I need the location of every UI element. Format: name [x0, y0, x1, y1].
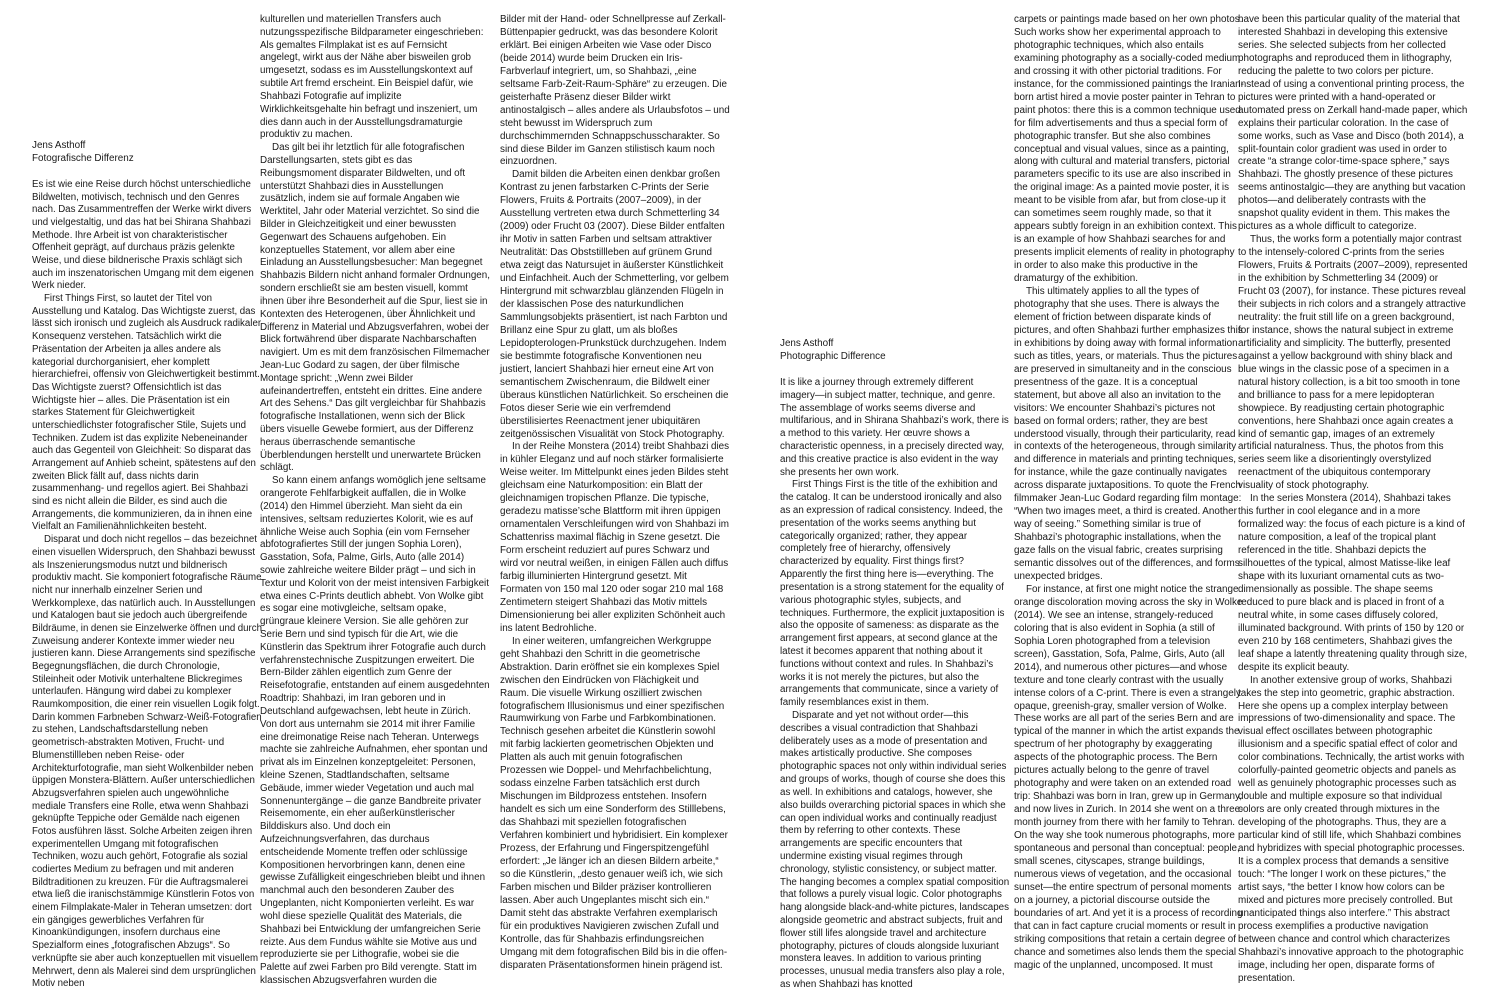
paragraph: Es ist wie eine Reise durch höchst unterschiedliche Bildwelten, motivisch, technisch und den Genres nach. Das Zusammentreffen der Werke wirkt divers und vielgestaltig, und das hat bei Shirana Shahbazi Methode. Ihre Arbeit ist von charakteristischer Offenheit geprägt, auf durchaus präzis gelenkte Weise, und diese bildnerische Praxis schlägt sich auch im inszenatorischen Umgang mit dem eigenen Werk nieder. — [32, 178, 254, 292]
paragraph: Damit bilden die Arbeiten einen denkbar großen Kontrast zu jenen farbstarken C-Prints der Serie Flowers, Fruits & Portraits (2007–2009), in der Ausstellung vertreten etwa durch Schmetterling 34 (2009) oder Frucht 03 (2007). Diese Bilder entfalten ihr Motiv in satten Farben und seltsam attraktiver Neutralität: Das Obststillleben auf grünem Grund etwa zeigt das Natursujet in äußerster Künstlichkeit und Einfachheit. Auch der Schmetterling, vor gelbem Hintergrund mit schwarzblau glänzenden Flügeln in der klassischen Pose des naturkundlichen Sammlungsobjekts präsentiert, ist nach Farbton und Brillanz eine Spur zu glatt, um als bloßes Lepidopterologen-Prunkstück durchzugehen. Indem sie bestimmte fotografische Konventionen neu justiert, lanciert Shahbazi hier erneut eine Art von semantischem Zwischenraum, die Bildwelt einer überaus künstlichen Natürlichkeit. So erscheinen die Fotos dieser Serie wie ein verfremdend überstilisiertes Reenactment jener ubiquitären zeitgenössischen Visualität von Stock Photography. — [500, 169, 729, 440]
paragraph: In another extensive group of works, Shahbazi takes the step into geometric, graphic abstraction. Here she opens up a complex interplay between impressions of two-dimensionality and space. The visual effect oscillates between photographic illusionism and a specific spatial effect of color and color combinations. Technically, the artist works with colorfully-painted geometric objects and panels as well as genuinely photographic processes such as double and multiple exposure so that individual colors are only created through mixtures in the developing of the photographs. Thus, they are a particular kind of still life, which Shahbazi combines and hybridizes with special photographic processes. It is a complex process that demands a sensitive touch: “The longer I work on these pictures,” the artist says, “the better I know how colors can be mixed and pictures more precisely controlled. But unanticipated things also interfere.” This abstract process exemplifies a productive navigation between chance and control which characterizes Shahbazi’s innovative approach to the photographic image, including her open, disparate forms of presentation. — [1238, 674, 1465, 984]
paragraph: In einer weiteren, umfangreichen Werkgruppe geht Shahbazi den Schritt in die geometrische Abstraktion. Darin eröffnet sie ein komplexes Spiel zwischen den Eindrücken von Flächigkeit und Raum. Die visuelle Wirkung oszilliert zwischen fotografischem Illusionismus und einer spezifischen Raumwirkung von Farbe und Farbkombinationen. Technisch gesehen arbeitet die Künstlerin sowohl mit farbig lackierten geometrischen Objekten und Platten als auch mit genuin fotografischen Prozessen wie Doppel- und Mehrfachbelichtung, sodass einzelne Farben tatsächlich erst durch Mischungen im Bildprozess entstehen. Insofern handelt es sich um eine Sonderform des Stilllebens, das Shahbazi mit speziellen fotografischen Verfahren kombiniert und hybridisiert. Ein komplexer Prozess, der Erfahrung und Fingerspitzengefühl erfordert: „Je länger ich an diesen Bildern arbeite,“ so die Künstlerin, „desto genauer weiß ich, wie sich Farben mischen und Bilder präziser kontrollieren lassen. Aber auch Ungeplantes mischt sich ein.“ Damit steht das abstrakte Verfahren exemplarisch für ein produktives Navigieren zwischen Zufall und Kontrolle, das für Shahbazis erfindungsreichen Umgang mit dem fotografischen Bild bis in die offen-disparaten Präsentationsformen hinein prägend ist. — [500, 635, 728, 971]
paragraph: For instance, at first one might notice the strange orange discoloration moving across the sky in Wolke (2014). We see an intense, strangely-reduced coloring that is also evident in Sophia (a still of Sophia Loren photographed from a television screen), Gasstation, Sofa, Palme, Girls, Auto (all 2014), and numerous other pictures—and whose texture and tone clearly contrast with the usually intense colors of a C-print. There is even a strangely opaque, greenish-gray, smaller version of Wolke. These works are all part of the series Bern and are typical of the manner in which the artist expands the spectrum of her photography by exaggerating aspects of the photographic process. The Bern pictures actually belong to the genre of travel photography and were taken on an extended road trip: Shahbazi was born in Iran, grew up in Germany, and now lives in Zurich. In 2014 she went on a three-month journey from there with her family to Tehran. On the way she took numerous photographs, more spontaneous and personal than conceptual: people, small scenes, cityscapes, strange buildings, numerous views of vegetation, and the occasional sunset—the entire spectrum of personal moments on a journey, a pictorial discourse outside the boundaries of art. And yet it is a process of recording that can in fact capture crucial moments or result in striking compositions that retain a certain degree of chance and sometimes also lends them the special magic of the unplanned, uncomposed. It must — [1014, 583, 1244, 971]
paragraph: kulturellen und materiellen Transfers auch nutzungsspezifische Bildparameter eingeschrieben: Als gemaltes Filmplakat ist es auf Fernsicht angelegt, wirkt aus der Nähe aber bisweilen grob umgesetzt, sodass es im Ausstellungskontext auf subtile Art fremd erscheint. Ein Beispiel dafür, wie Shahbazi Fotografie auf implizite Wirklichkeitsgehalte hin befragt und inszeniert, um dies dann auch in der Ausstellungsdramaturgie produktiv zu machen. — [260, 14, 484, 141]
english-column-1 — [780, 338, 1010, 992]
paragraph: have been this particular quality of the material that interested Shahbazi in developing this extensive series. She selected subjects from her collected photographs and reproduced them in lithography, reducing the palette to two colors per picture. Instead of using a conventional printing process, the pictures were printed with a hand-operated or automated press on Zerkall hand-made paper, which explains their particular coloration. In the case of some works, such as Vase and Disco (both 2014), a split-fountain color gradient was used in order to create “a strange color-time-space sphere,” says Shahbazi. The ghostly presence of these pictures seems antinostalgic—they are anything but vacation photos—and deliberately contrasts with the snapshot quality evident in them. This makes the pictures as a whole difficult to categorize. — [1238, 14, 1468, 233]
german-column-2 — [260, 14, 490, 988]
paragraph: In der Reihe Monstera (2014) treibt Shahbazi dies in kühler Eleganz und auf noch stärker formalisierte Weise weiter. Im Mittelpunkt eines jeden Bildes steht gleichsam eine Naturkomposition: ein Blatt der gleichnamigen tropischen Pflanze. Die typische, geradezu matisse’sche Blattform mit ihren üppigen ornamentalen Verschleifungen wird von Shahbazi im Schattenriss maximal flächig in Szene gesetzt. Die Form erscheint reduziert auf pures Schwarz und wird vor neutral weißen, in einigen Fällen auch diffus farbig illuminierten Hintergrund gesetzt. Mit Formaten von 150 mal 120 oder sogar 210 mal 168 Zentimetern steigert Shahbazi das Motiv mittels Dimensionierung bei aller expliziten Schönheit auch ins latent Bedrohliche. — [500, 441, 730, 634]
english-title: Photographic Difference — [780, 350, 886, 362]
english-column-2 — [1014, 14, 1244, 973]
english-heading — [780, 338, 1010, 364]
german-heading — [32, 140, 262, 166]
german-author: Jens Asthoff — [32, 140, 86, 151]
paragraph: Bilder mit der Hand- oder Schnellpresse auf Zerkall-Büttenpapier gedruckt, was das besondere Kolorit erklärt. Bei einigen Arbeiten wie Vase oder Disco (beide 2014) wurde beim Drucken ein Iris-Farbverlauf integriert, um, so Shahbazi, „eine seltsame Farb-Zeit-Raum-Sphäre“ zu erzeugen. Die geisterhafte Präsenz dieser Bilder wirkt antinostalgisch – alles andere als Urlaubsfotos – und steht bewusst im Widerspruch zum durchschimmernden Schnappschusscharakter. So sind diese Bilder im Ganzen stilistisch kaum noch einzuordnen. — [500, 14, 730, 168]
german-title: Fotografische Differenz — [32, 152, 134, 164]
german-column-1 — [32, 140, 262, 991]
english-column-3 — [1238, 14, 1468, 985]
paragraph: Disparate and yet not without order—this describes a visual contradiction that Shahbazi deliberately uses as a mode of presentation and makes artistically productive. She composes photographic spaces not only within individual series and groups of works, though of course she does this as well. In exhibitions and catalogs, however, she also builds overarching pictorial spaces in which she can open individual works and continually readjust them by referring to other contexts. These arrangements are specific encounters that undermine existing visual regimes through chronology, stylistic consistency, or subject matter. The hanging becomes a complex spatial composition that follows a purely visual logic. Color photographs hang alongside black-and-white pictures, landscapes alongside geometric and abstract subjects, fruit and flower still lifes alongside travel and architecture photography, pictures of clouds alongside luxuriant monstera leaves. In addition to various printing processes, unusual media transfers also play a role, as when Shahbazi has knotted — [780, 710, 1010, 991]
paragraph: Disparat und doch nicht regellos – das bezeichnet einen visuellen Widerspruch, den Shahbazi bewusst als Inszenierungsmodus nutzt und bildnerisch produktiv macht. Sie komponiert fotografische Räume nicht nur innerhalb einzelner Serien und Werkkomplexe, das natürlich auch. In Ausstellungen und Katalogen baut sie jedoch auch übergreifende Bildräume, in denen sie Einzelwerke öffnen und durch Zuweisung anderer Kontexte immer wieder neu justieren kann. Diese Arrangements sind spezifische Begegnungsflächen, die durch Chronologie, Stileinheit oder Motivik unterhaltene Blickregimes unterlaufen. Hängung wird dabei zu komplexer Raumkomposition, die einer rein visuellen Logik folgt. Darin kommen Farbneben Schwarz-Weiß-Fotografien zu stehen, Landschaftsdarstellung neben geometrisch-abstrakten Motiven, Frucht- und Blumenstillleben neben Reise- oder Architekturfotografie, man sieht Wolkenbilder neben üppigen Monstera-Blättern. Außer unterschiedlichen Abzugsverfahren spielen auch ungewöhnliche mediale Transfers eine Rolle, etwa wenn Shahbazi geknüpfte Teppiche oder Gemälde nach eigenen Fotos ausführen lässt. Solche Arbeiten zeigen ihren experimentellen Umgang mit fotografischen Techniken, wozu auch gehört, Fotografie als sozial codiertes Medium zu befragen und mit anderen Bildtraditionen zu kreuzen. Für die Auftragsmalerei etwa ließ die iranischstämmige Künstlerin Fotos von einem Filmplakate-Maler in Teheran umsetzen: dort ein gängiges gewerbliches Verfahren für Kinoankündigungen, insofern durchaus eine Spezialform eines „fotografischen Abzugs“. So verknüpfte sie aber auch konzeptuellen mit visuellem Mehrwert, denn als Malerei sind dem ursprünglichen Motiv neben — [32, 534, 262, 990]
english-author: Jens Asthoff — [780, 338, 834, 349]
paragraph: In the series Monstera (2014), Shahbazi takes this further in cool elegance and in a more formalized way: the focus of each picture is a kind of nature composition, a leaf of the tropical plant referenced in the title. Shahbazi depicts the silhouettes of the typical, almost Matisse-like leaf shape with its luxuriant ornamental cuts as two-dimensionally as possible. The shape seems reduced to pure black and is placed in front of a neutral white, in some cases diffusely colored, illuminated background. With prints of 150 by 120 or even 210 by 168 centimeters, Shahbazi gives the leaf shape a latently threatening quality through size, despite its explicit beauty. — [1238, 493, 1468, 673]
paragraph: Thus, the works form a potentially major contrast to the intensely-colored C-prints from the series Flowers, Fruits & Portraits (2007–2009), represented in the exhibition by Schmetterling 34 (2009) or Frucht 03 (2007), for instance. These pictures reveal their subjects in rich colors and a strangely attractive neutrality: the fruit still life on a green background, for instance, shows the natural subject in extreme artificiality and simplicity. The butterfly, presented against a yellow background with shiny black and blue wings in the classic pose of a specimen in a natural history collection, is a bit too smooth in tone and brilliance to pass for a mere lepidopteran showpiece. By readjusting certain photographic conventions, here Shahbazi once again creates a kind of semantic gap, images of an extremely artificial naturalness. Thus, the photos from this series seem like a disorientingly overstylized reenactment of the ubiquitous contemporary visuality of stock photography. — [1238, 234, 1468, 492]
paragraph: Das gilt bei ihr letztlich für alle fotografischen Darstellungsarten, stets gibt es das Reibungsmoment disparater Bildwelten, und oft unterstützt Shahbazi dies in Ausstellungen zusätzlich, indem sie auf formale Angaben wie Werktitel, Jahr oder Material verzichtet. So sind die Bilder in Gleichzeitigkeit und einer bewussten Gegenwart des Schauens aufgehoben. Ein konzeptuelles Statement, vor allem aber eine Einladung an Ausstellungsbesucher: Man begegnet Shahbazis Bildern nicht anhand formaler Ordnungen, sondern erschließt sie am besten visuell, kommt ihnen über ihre Besonderheit auf die Spur, liest sie in Kontexten des Heterogenen, über Ähnlichkeit und Differenz in Material und Abzugsverfahren, wobei der Blick fortwährend über disparate Nachbarschaften navigiert. Um es mit dem französischen Filmemacher Jean-Luc Godard zu sagen, der über filmische Montage spricht: „Wenn zwei Bilder aufeinandertreffen, entsteht ein drittes. Eine andere Art des Sehens.“ Das gilt vergleichbar für Shahbazis fotografische Installationen, wenn sich der Blick übers visuelle Gewebe formiert, aus der Differenz heraus überraschende semantische Überblendungen herstellt und unerwartete Brücken schlägt. — [260, 142, 490, 474]
german-column-3 — [500, 14, 730, 973]
paragraph: First Things First, so lautet der Titel von Ausstellung und Katalog. Das Wichtigste zuerst, das lässt sich ironisch und zugleich als Ausdruck radikaler Konsequenz verstehen. Tatsächlich wirkt die Präsentation der Arbeiten ja alles andere als kategorial durchorganisiert, eher komplett hierarchiefrei, offensiv von Gleichwertigkeit bestimmt. Das Wichtigste zuerst? Offensichtlich ist das Wichtigste hier – alles. Die Präsentation ist ein starkes Statement für Gleichwertigkeit unterschiedlichster fotografischer Stile, Sujets und Techniken. Zudem ist das explizite Nebeneinander auch das Gegenteil von Gleichheit: So disparat das Arrangement auf Anhieb scheint, spätestens auf den zweiten Blick fällt auf, dass nichts darin zusammenhang- und regellos agiert. Bei Shahbazi sind es nicht allein die Bilder, es sind auch die Arrangements, die kommunizieren, da in ihnen eine Vielfalt an Familienähnlichkeiten besteht. — [32, 293, 262, 533]
paragraph: This ultimately applies to all the types of photography that she uses. There is always the element of friction between disparate kinds of pictures, and often Shahbazi further emphasizes this in exhibitions by doing away with formal information such as titles, years, or materials. Thus the pictures are preserved in simultaneity and in the conscious presentness of the gaze. It is a conceptual statement, but above all also an invitation to the visitors: We encounter Shahbazi’s pictures not based on formal orders; rather, they are best understood visually, through their particularity, read in contexts of the heterogeneous, through similarity and difference in materials and printing techniques, for instance, while the gaze continually navigates across disparate juxtapositions. To quote the French filmmaker Jean-Luc Godard regarding film montage: “When two images meet, a third is created. Another way of seeing.” Something similar is true of Shahbazi’s photographic installations, when the gaze falls on the visual fabric, creates surprising semantic dissolves out of the differences, and forms unexpected bridges. — [1014, 286, 1243, 582]
paragraph: It is like a journey through extremely different imagery—in subject matter, technique, and genre. The assemblage of works seems diverse and multifarious, and in Shirana Shahbazi’s work, there is a method to this variety. Her œuvre shows a characteristic openness, in a precisely directed way, and this creative practice is also evident in the way she presents her own work. — [780, 376, 1009, 478]
paragraph: So kann einem anfangs womöglich jene seltsame orangerote Fehlfarbigkeit auffallen, die in Wolke (2014) den Himmel überzieht. Man sieht da ein intensives, seltsam reduziertes Kolorit, wie es auf ähnliche Weise auch Sophia (ein vom Fernseher abfotografiertes Still der jungen Sophia Loren), Gasstation, Sofa, Palme, Girls, Auto (alle 2014) sowie zahlreiche weitere Bilder prägt – und sich in Textur und Kolorit von der meist intensiven Farbigkeit etwa eines C-Prints deutlich abhebt. Von Wolke gibt es sogar eine motivgleiche, seltsam opake, grüngraue kleinere Version. Sie alle gehören zur Serie Bern und sind typisch für die Art, wie die Künstlerin das Spektrum ihrer Fotografie auch durch verfahrenstechnische Zuspitzungen erweitert. Die Bern-Bilder zählen eigentlich zum Genre der Reisefotografie, entstanden auf einem ausgedehnten Roadtrip: Shahbazi, im Iran geboren und in Deutschland aufgewachsen, lebt heute in Zürich. Von dort aus unternahm sie 2014 mit ihrer Familie eine dreimonatige Reise nach Teheran. Unterwegs machte sie zahlreiche Aufnahmen, eher spontan und privat als im Einzelnen konzeptgeleitet: Personen, kleine Szenen, Stadtlandschaften, seltsame Gebäude, immer wieder Vegetation und auch mal Sonnenuntergänge – die ganze Bandbreite privater Reisemomente, ein eher außerkünstlerischer Bilddiskurs also. Und doch ein Aufzeichnungsverfahren, das durchaus entscheidende Momente treffen oder schlüssige Kompositionen hervorbringen kann, denen eine gewisse Zufälligkeit eingeschrieben bleibt und ihnen manchmal auch den besonderen Zauber des Ungeplanten, nicht Komponierten verleiht. Es war wohl diese spezielle Qualität des Materials, die Shahbazi bei Entwicklung der umfangreichen Serie reizte. Aus dem Fundus wählte sie Motive aus und reproduzierte sie per Lithografie, wobei sie die Palette auf zwei Farben pro Bild verengte. Statt im klassischen Abzugsverfahren wurden die — [260, 475, 490, 986]
paragraph: First Things First is the title of the exhibition and the catalog. It can be understood ironically and also as an expression of radical consistency. Indeed, the presentation of the works seems anything but categorically organized; rather, they appear completely free of hierarchy, offensively characterized by equality. First things first? Apparently the first thing here is—everything. The presentation is a strong statement for the equality of various photographic styles, subjects, and techniques. Furthermore, the explicit juxtaposition is also the opposite of sameness: as disparate as the arrangement first appears, at second glance at the latest it becomes apparent that nothing about it functions without context and rules. In Shahbazi’s works it is not merely the pictures, but also the arrangements that communicate, since a variety of family resemblances exist in them. — [780, 479, 1005, 709]
paragraph: carpets or paintings made based on her own photos. Such works show her experimental approach to photographic techniques, which also entails examining photography as a socially-coded medium and crossing it with other pictorial traditions. For instance, for the commissioned paintings the Iranian-born artist hired a movie poster painter in Tehran to paint photos: there this is a common technique used for film advertisements and thus a special form of photographic transfer. But she also combines conceptual and visual values, since as a painting, along with cultural and material transfers, pictorial parameters specific to its use are also inscribed in the original image: As a painted movie poster, it is meant to be visible from afar, but from close-up it can sometimes seem roughly made, so that it appears subtly foreign in an exhibition context. This is an example of how Shahbazi searches for and presents implicit elements of reality in photography in order to also make this productive in the dramaturgy of the exhibition. — [1014, 14, 1244, 285]
